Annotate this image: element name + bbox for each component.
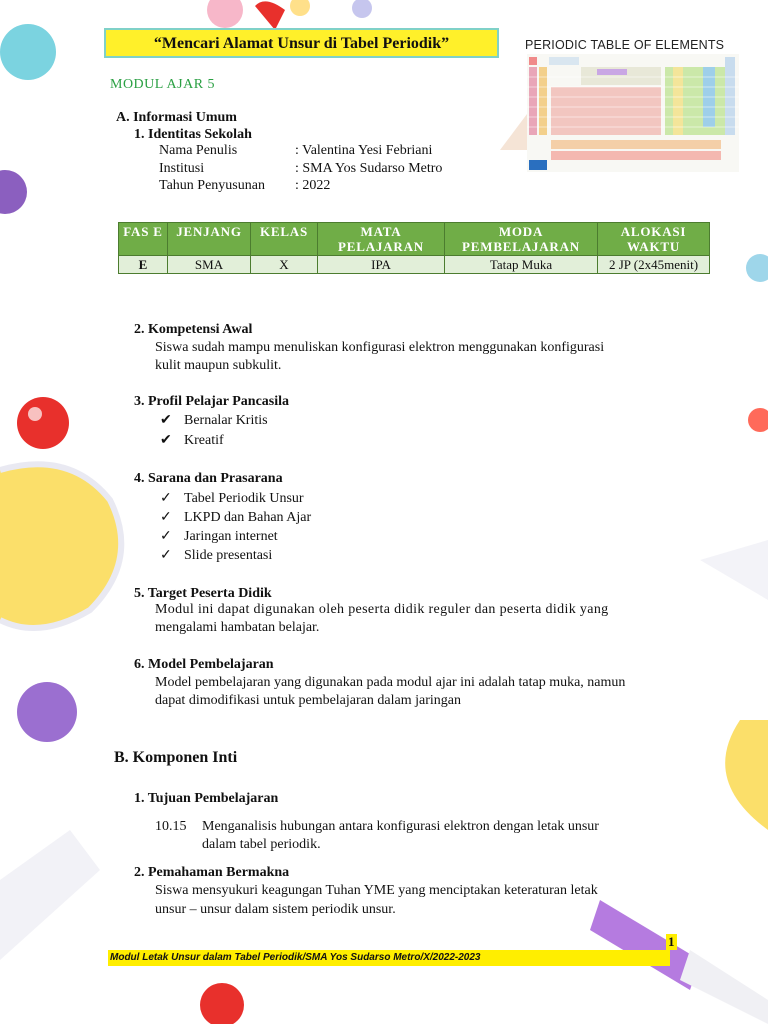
facility-item: ✓ Tabel Periodik Unsur <box>160 491 304 506</box>
info-table <box>118 222 710 274</box>
check-icon: ✓ <box>160 491 172 506</box>
cell-moda-pembelajaran: Tatap Muka <box>445 256 598 274</box>
target-line-1: Modul ini dapat digunakan oleh peserta didik reguler dan peserta didik yang <box>155 602 609 617</box>
info-table-header-row <box>119 223 710 256</box>
cell-fase: E <box>119 256 168 274</box>
info-table-row <box>119 256 710 274</box>
footer-text: Modul Letak Unsur dalam Tabel Periodik/SMA Yos Sudarso Metro/X/2022-2023 <box>108 950 670 966</box>
cell-jenjang: SMA <box>168 256 251 274</box>
competence-line-2: kulit maupun subkulit. <box>155 358 282 373</box>
header-alokasi-waktu: ALOKASI WAKTU <box>598 223 710 256</box>
check-icon: ✓ <box>160 510 172 525</box>
profile-item: ✔ Bernalar Kritis <box>160 413 268 428</box>
header-moda-pembelajaran: MODA PEMBELAJARAN <box>445 223 598 256</box>
competence-line-1: Siswa sudah mampu menuliskan konfigurasi elektron menggunakan konfigurasi <box>155 340 605 355</box>
module-title: “Mencari Alamat Unsur di Tabel Periodik” <box>104 28 499 58</box>
check-icon: ✓ <box>160 548 172 563</box>
identity-value-year: : 2022 <box>295 178 331 193</box>
section-b-heading: B. Komponen Inti <box>114 749 238 766</box>
cell-alokasi-waktu: 2 JP (2x45menit) <box>598 256 710 274</box>
model-line-1: Model pembelajaran yang digunakan pada modul ajar ini adalah tatap muka, namun <box>155 675 626 690</box>
goal-heading: 1. Tujuan Pembelajaran <box>134 791 279 806</box>
identity-label-year: Tahun Penyusunan <box>159 178 265 193</box>
goal-code: 10.15 <box>155 819 187 834</box>
page-number: 1 <box>668 934 675 949</box>
competence-heading: 2. Kompetensi Awal <box>134 322 253 337</box>
profile-heading: 3. Profil Pelajar Pancasila <box>134 394 290 409</box>
target-heading: 5. Target Peserta Didik <box>134 586 272 601</box>
identity-label-author: Nama Penulis <box>159 143 238 158</box>
periodic-table-image <box>527 54 739 172</box>
check-icon: ✓ <box>160 529 172 544</box>
target-line-2: mengalami hambatan belajar. <box>155 620 320 635</box>
model-heading: 6. Model Pembelajaran <box>134 657 274 672</box>
check-icon: ✔ <box>160 413 172 428</box>
model-line-2: dapat dimodifikasi untuk pembelajaran dalam jaringan <box>155 693 461 708</box>
header-mata-pelajaran: MATA PELAJARAN <box>318 223 445 256</box>
section-a-heading: A. Informasi Umum <box>116 110 237 125</box>
identity-heading: 1. Identitas Sekolah <box>134 127 252 142</box>
periodic-table-title: PERIODIC TABLE OF ELEMENTS <box>525 38 725 52</box>
module-label: MODUL AJAR 5 <box>110 77 216 92</box>
profile-item: ✔ Kreatif <box>160 433 224 448</box>
identity-value-institution: : SMA Yos Sudarso Metro <box>295 161 443 176</box>
meaning-line-1: Siswa mensyukuri keagungan Tuhan YME yang menciptakan keteraturan letak <box>155 883 598 898</box>
meaning-line-2: unsur – unsur dalam sistem periodik unsur. <box>155 902 396 917</box>
check-icon: ✔ <box>160 433 172 448</box>
cell-mata-pelajaran: IPA <box>318 256 445 274</box>
header-fase: FAS E <box>119 223 168 256</box>
facility-item: ✓ LKPD dan Bahan Ajar <box>160 510 312 525</box>
goal-line-1: Menganalisis hubungan antara konfigurasi elektron dengan letak unsur <box>202 819 599 834</box>
header-kelas: KELAS <box>251 223 318 256</box>
identity-label-institution: Institusi <box>159 161 205 176</box>
goal-line-2: dalam tabel periodik. <box>202 837 321 852</box>
facilities-heading: 4. Sarana dan Prasarana <box>134 471 283 486</box>
cell-kelas: X <box>251 256 318 274</box>
facility-item: ✓ Jaringan internet <box>160 529 278 544</box>
identity-value-author: : Valentina Yesi Febriani <box>295 143 433 158</box>
facility-item: ✓ Slide presentasi <box>160 548 273 563</box>
meaning-heading: 2. Pemahaman Bermakna <box>134 865 290 880</box>
header-jenjang: JENJANG <box>168 223 251 256</box>
